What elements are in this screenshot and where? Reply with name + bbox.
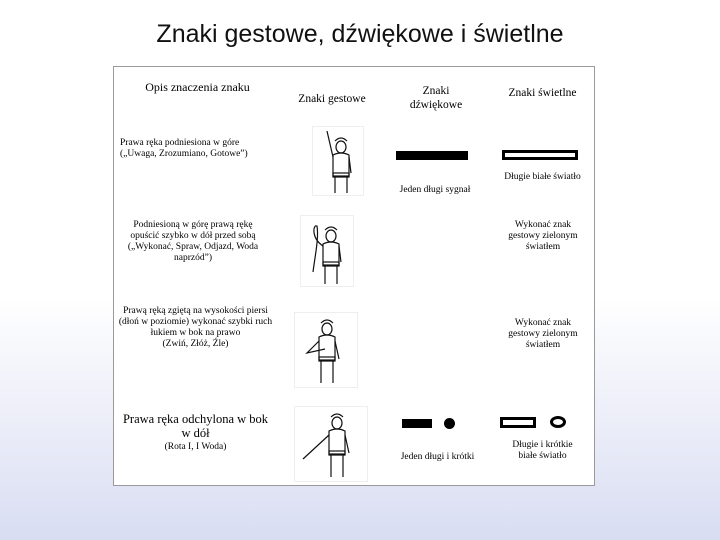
row2-gesture-figure — [300, 215, 354, 287]
row4-meaning-line1: Prawa ręka odchylona w bok w dół — [122, 412, 269, 440]
header-gesture: Znaki gestowe — [298, 93, 366, 105]
row1-meaning-line1: Prawa ręka podniesiona w góre — [120, 138, 240, 148]
row3-light-caption: Wykonać znak gestowy zielonym światłem — [508, 318, 578, 350]
row3-meaning-line1: Prawą ręką zgiętą na wysokości piersi (dłoń w poziomie) wykonać szybki ruch łukiem w bok na prawo — [118, 306, 273, 338]
row4-meaning — [118, 412, 273, 453]
row3-meaning — [118, 306, 273, 350]
header-sound: Znaki dźwiękowe — [409, 85, 463, 111]
row3-gesture-figure — [294, 312, 358, 388]
row3-meaning-line2: (Zwiń, Złóż, Źle) — [162, 339, 229, 349]
row1-sound-long-signal — [396, 151, 468, 160]
row2-light-caption: Wykonać znak gestowy zielonym światłem — [508, 220, 578, 252]
row1-meaning-line2: („Uwaga, Zrozumiano, Gotowe”) — [120, 149, 248, 159]
row1-gesture-figure — [312, 126, 364, 196]
figure-arm-side-down-icon — [295, 407, 367, 481]
row1-meaning — [120, 138, 275, 160]
header-light: Znaki świetlne — [508, 87, 577, 99]
header-meaning: Opis znaczenia znaku — [145, 80, 250, 94]
figure-arm-chest-icon — [295, 313, 357, 387]
row1-sound-caption: Jeden długi sygnał — [399, 185, 471, 195]
row4-light-short-signal — [550, 416, 566, 428]
figure-arm-raised-icon — [313, 127, 363, 195]
row4-sound-long-signal — [402, 419, 432, 428]
row4-light-caption: Długie i krótkie białe światło — [512, 440, 573, 461]
row1-light-long-signal — [502, 150, 578, 160]
row4-meaning-line2: (Rota I, I Woda) — [164, 442, 227, 452]
row2-meaning: Podniesioną w górę prawą rękę opuścić szybko w dół przed sobą („Wykonać, Spraw, Odjazd, Woda naprzód”) — [127, 220, 259, 263]
row4-sound-caption: Jeden długi i krótki — [400, 452, 475, 462]
figure-arm-down-front-icon — [301, 216, 353, 286]
row4-gesture-figure — [294, 406, 368, 482]
page-title: Znaki gestowe, dźwiękowe i świetlne — [156, 20, 564, 48]
row4-sound-short-signal — [444, 418, 455, 429]
row1-light-caption: Długie białe światło — [504, 172, 581, 182]
row4-light-long-signal — [500, 417, 536, 428]
